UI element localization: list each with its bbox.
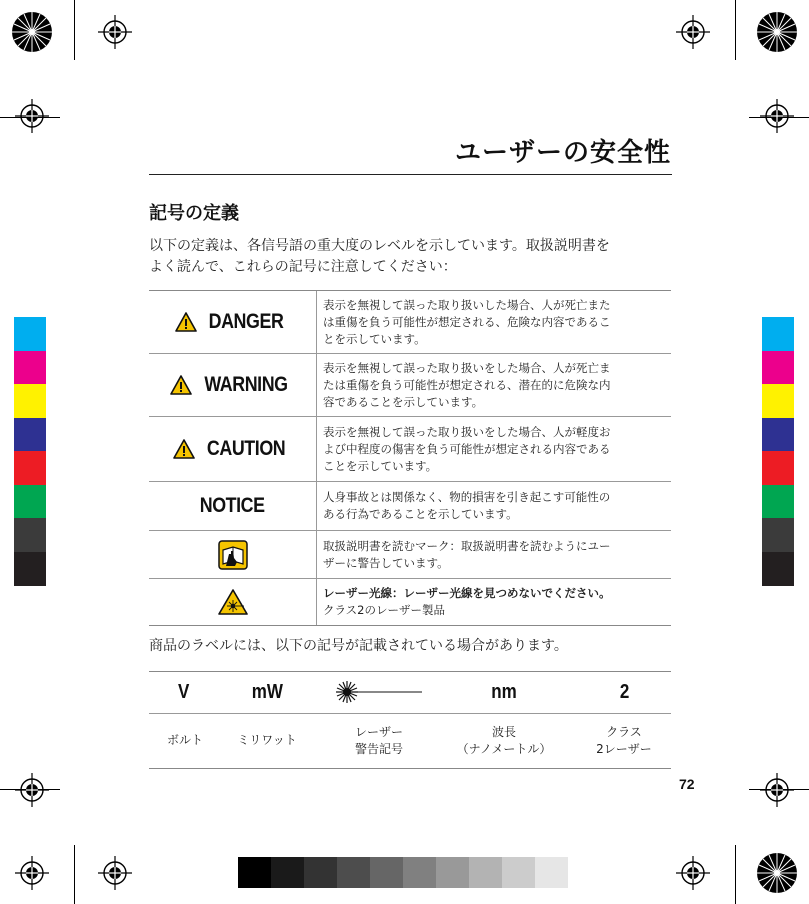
signal-word-warning: WARNING xyxy=(204,373,288,396)
table-row xyxy=(149,579,671,625)
table-row xyxy=(149,531,671,579)
symbol-description: 表示を無視して誤った取り扱いした場合、人が死亡また は重傷を負う可能性が想定される、危険な内容であるこ とを示しています。 xyxy=(323,297,611,346)
laser-beam-icon xyxy=(334,678,424,706)
color-swatch xyxy=(762,317,794,351)
color-swatch xyxy=(14,451,46,485)
title-rule xyxy=(149,174,672,175)
color-swatch xyxy=(762,485,794,519)
signal-word-notice: NOTICE xyxy=(200,494,265,517)
gray-swatch xyxy=(502,857,535,888)
star-target-icon xyxy=(12,12,52,52)
table-row xyxy=(149,291,671,354)
warning-triangle-icon xyxy=(175,312,197,332)
read-manual-icon xyxy=(218,540,248,570)
gray-swatch xyxy=(535,857,568,888)
gray-swatch xyxy=(469,857,502,888)
gray-swatch xyxy=(337,857,370,888)
gray-swatch xyxy=(403,857,436,888)
gray-swatch xyxy=(271,857,304,888)
label-symbols-table xyxy=(149,671,671,769)
symbol-description: 取扱説明書を読むマーク：取扱説明書を読むようにユー ザーに警告しています。 xyxy=(323,538,611,570)
color-swatch xyxy=(14,485,46,519)
warning-triangle-icon xyxy=(170,375,192,395)
symbol-definitions-table xyxy=(149,290,671,626)
symbol-nanometer: nm xyxy=(491,681,517,703)
star-target-icon xyxy=(757,853,797,893)
color-swatch xyxy=(762,418,794,452)
gray-swatch xyxy=(370,857,403,888)
color-swatch xyxy=(762,451,794,485)
color-swatch xyxy=(14,552,46,586)
color-swatch xyxy=(14,351,46,385)
color-swatch xyxy=(762,351,794,385)
symbol-milliwatt: mW xyxy=(251,681,283,703)
page-title: ユーザーの安全性 xyxy=(454,138,671,168)
color-swatch xyxy=(762,552,794,586)
table-row xyxy=(149,417,671,482)
label-wavelength: 波長 （ナノメートル） xyxy=(456,725,552,756)
label-milliwatt: ミリワット xyxy=(237,733,297,747)
warning-triangle-icon xyxy=(173,439,195,459)
color-swatch xyxy=(14,384,46,418)
table-row xyxy=(149,354,671,417)
label-laser-warning: レーザー 警告記号 xyxy=(354,725,403,756)
table-row xyxy=(149,482,671,531)
symbol-description: 表示を無視して誤った取り扱いをした場合、人が死亡ま たは重傷を負う可能性が想定される、潜在的に危険な内 容であることを示しています。 xyxy=(323,360,611,409)
gray-swatch xyxy=(304,857,337,888)
color-swatch xyxy=(14,418,46,452)
star-target-icon xyxy=(757,12,797,52)
color-swatch xyxy=(762,518,794,552)
label-volt: ボルト xyxy=(166,733,203,747)
signal-word-danger: DANGER xyxy=(208,310,284,333)
symbol-description: レーザー光線：レーザー光線を見つめないでください。 クラス2のレーザー製品 xyxy=(323,586,611,617)
color-swatch xyxy=(14,317,46,351)
symbol-volt: V xyxy=(178,681,190,703)
label-paragraph: 商品のラベルには、以下の記号が記載されている場合があります。 xyxy=(149,638,568,654)
symbol-description: 人身事故とは関係なく、物的損害を引き起こす可能性の ある行為であることを示しています。 xyxy=(323,490,611,521)
symbol-description: 表示を無視して誤った取り扱いをした場合、人が軽度お よび中程度の傷害を負う可能性が想定される内容である ことを示しています。 xyxy=(323,424,611,473)
gray-swatch xyxy=(238,857,271,888)
laser-warning-icon xyxy=(218,589,248,615)
page-number: 72 xyxy=(679,776,695,792)
section-heading: 記号の定義 xyxy=(149,203,239,224)
symbol-class-2: 2 xyxy=(619,681,630,703)
color-swatch xyxy=(762,384,794,418)
label-class-2-laser: クラス 2レーザー xyxy=(596,725,652,756)
signal-word-caution: CAUTION xyxy=(206,437,286,460)
intro-paragraph: 以下の定義は、各信号語の重大度のレベルを示しています。取扱説明書を よく読んで、これらの記号に注意してください： xyxy=(149,238,610,275)
color-swatch xyxy=(14,518,46,552)
gray-swatch xyxy=(436,857,469,888)
